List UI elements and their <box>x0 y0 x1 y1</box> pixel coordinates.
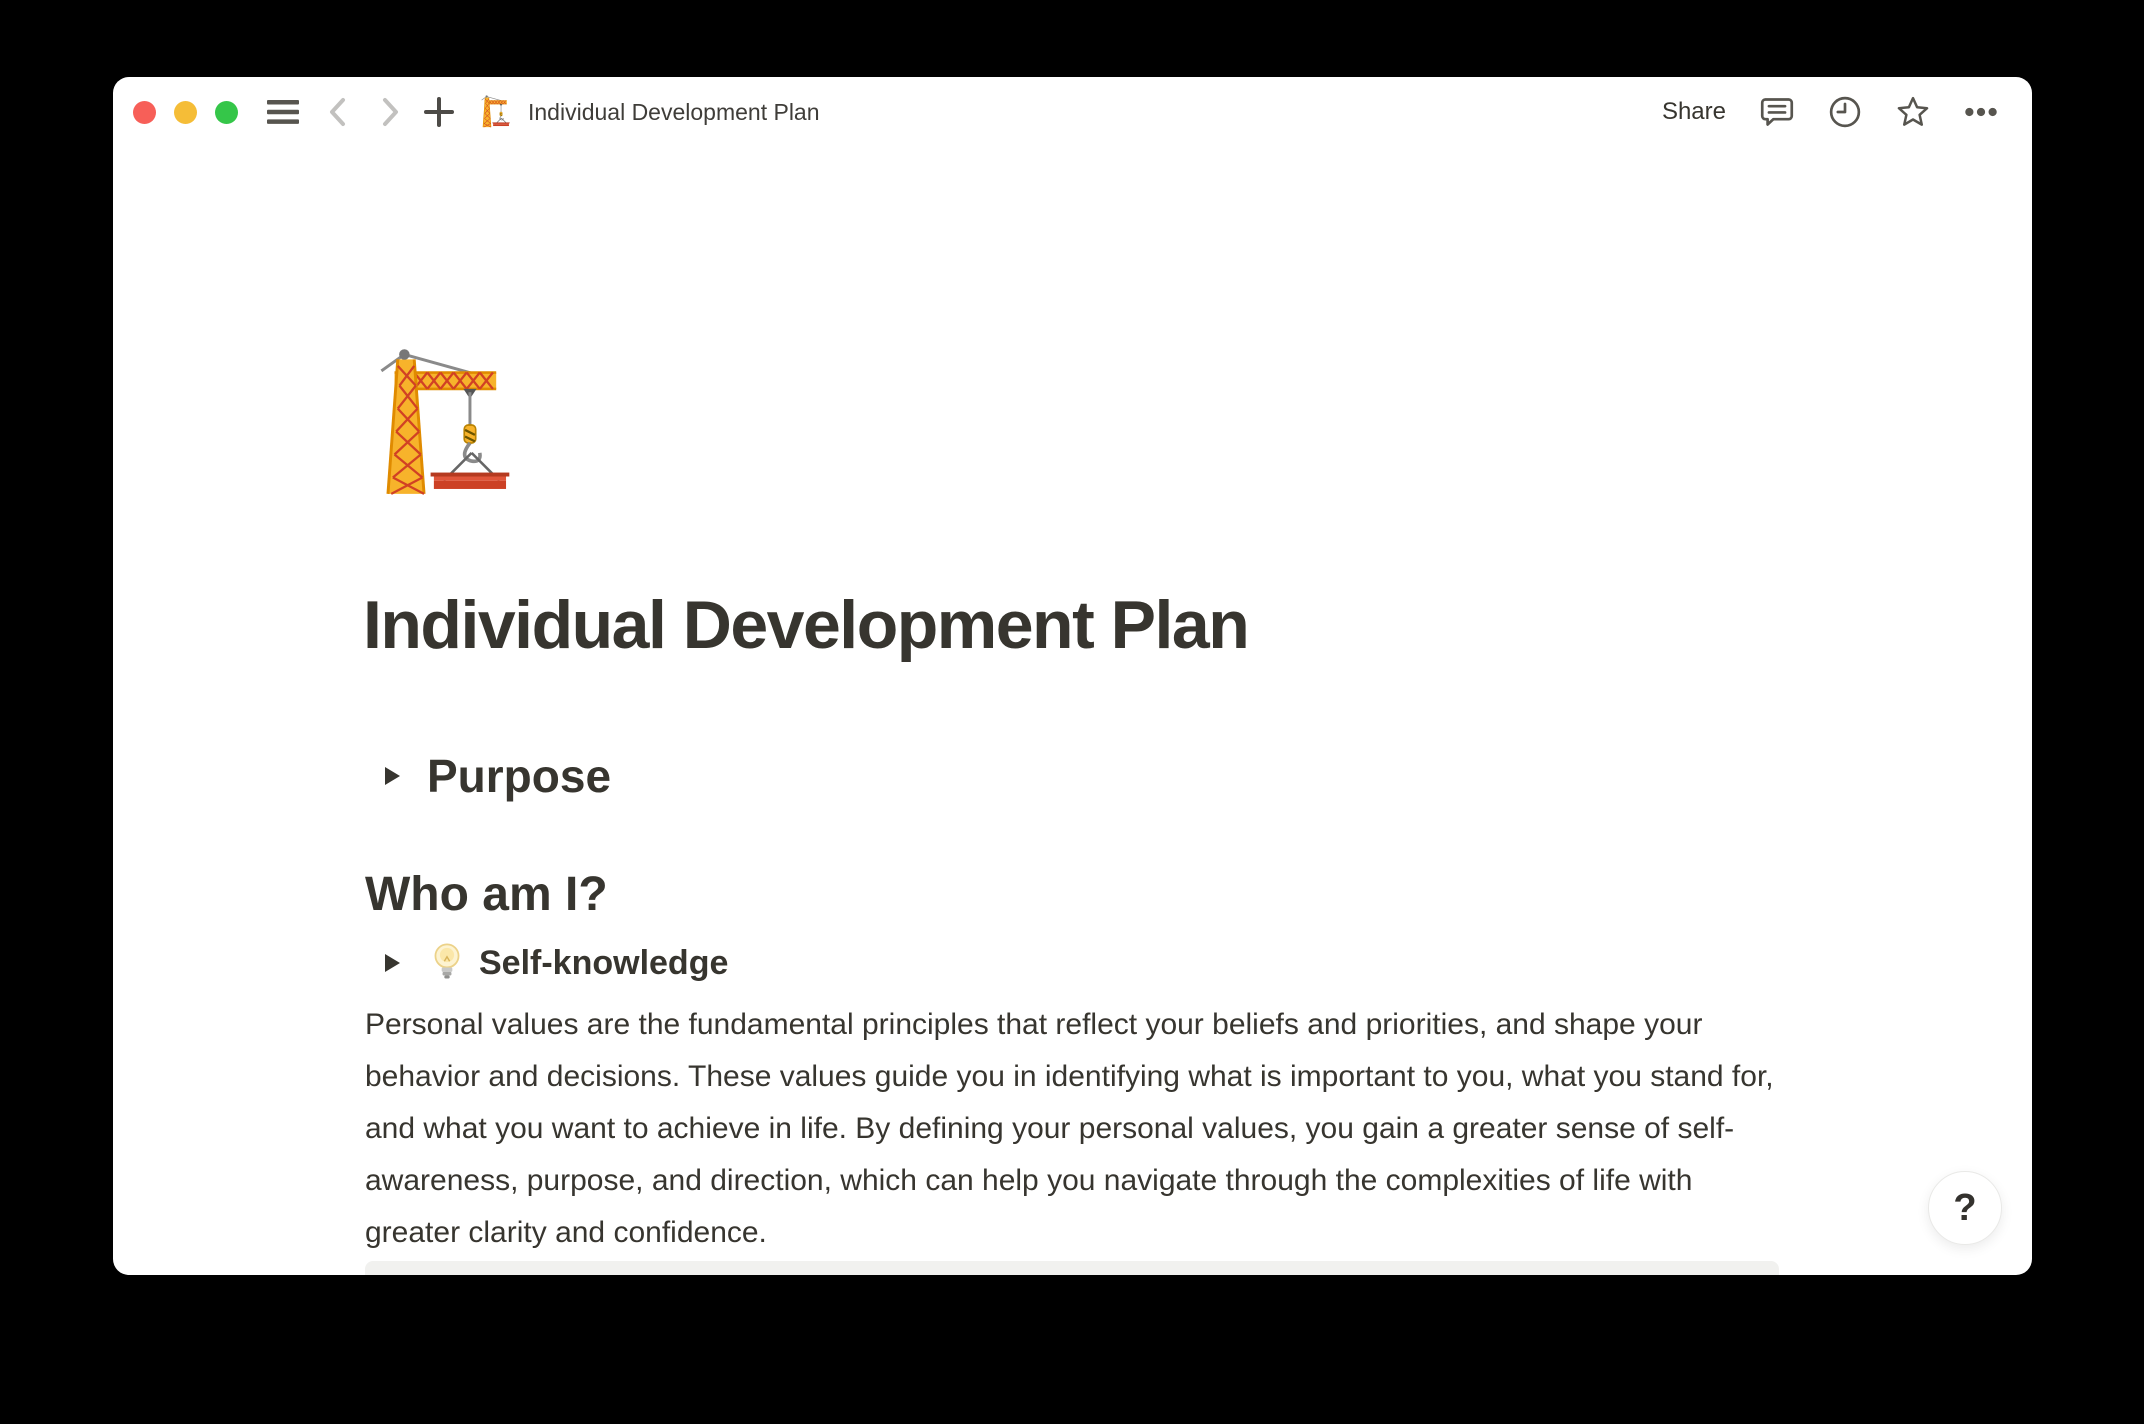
zoom-window-button[interactable] <box>215 101 238 124</box>
traffic-lights <box>133 101 238 124</box>
purpose-toggle-heading[interactable] <box>371 745 611 807</box>
comment-icon[interactable] <box>1760 95 1794 129</box>
toggle-triangle-icon[interactable] <box>371 942 413 984</box>
titlebar <box>113 77 2032 147</box>
help-button[interactable]: ? <box>1928 1171 2002 1245</box>
light-bulb-icon <box>427 939 467 987</box>
star-icon[interactable] <box>1896 95 1930 129</box>
notion-window <box>113 77 2032 1275</box>
toggle-triangle-icon[interactable] <box>371 755 413 797</box>
breadcrumb-page-title[interactable]: Individual Development Plan <box>528 98 820 125</box>
plus-icon[interactable] <box>422 95 456 129</box>
history-clock-icon[interactable] <box>1828 95 1862 129</box>
titlebar-actions <box>1662 95 1998 129</box>
share-button[interactable]: Share <box>1661 98 1726 125</box>
who-am-i-heading: Who am I? <box>365 868 608 921</box>
forward-chevron-icon[interactable] <box>372 95 406 129</box>
self-knowledge-toggle[interactable] <box>371 939 728 987</box>
close-window-button[interactable] <box>133 101 156 124</box>
back-chevron-icon[interactable] <box>322 95 356 129</box>
purpose-toggle-label[interactable]: Purpose <box>427 750 612 802</box>
crane-page-icon <box>478 94 514 130</box>
self-knowledge-paragraph: Personal values are the fundamental principles that reflect your beliefs and priorities, and shape your behavior and decisions. These values guide you in identifying what is important to you, what you stand for, and what you want to achieve in life. By defining your personal values, you gain a greater sense of self-awareness, purpose, and direction, which can help you navigate through the complexities of life with greater clarity and confidence. <box>365 1008 1774 1249</box>
ellipsis-icon[interactable] <box>1964 95 1998 129</box>
page-emoji-crane-icon[interactable] <box>365 341 529 509</box>
page-title: Individual Development Plan <box>363 587 1249 663</box>
hamburger-menu-icon[interactable] <box>266 95 300 129</box>
partially-visible-block <box>365 1261 1779 1275</box>
self-knowledge-toggle-label[interactable]: Self-knowledge <box>479 943 729 982</box>
minimize-window-button[interactable] <box>174 101 197 124</box>
